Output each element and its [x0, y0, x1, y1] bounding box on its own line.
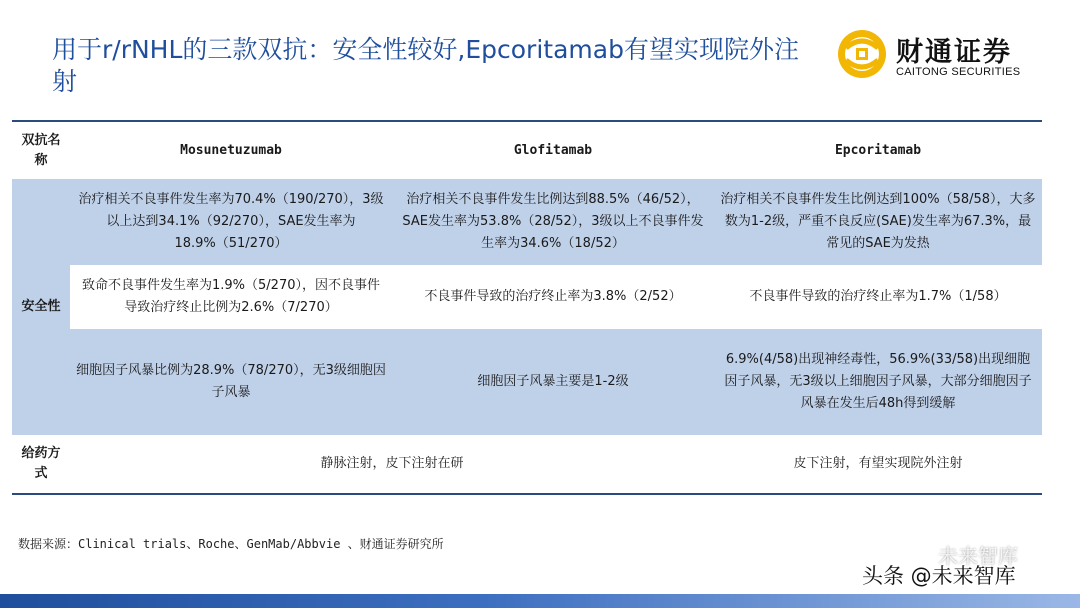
- header-mosunetuzumab: Mosunetuzumab: [180, 143, 282, 158]
- watermark-bottom: 头条 @未来智库: [862, 564, 1016, 588]
- logo-name-cn: 财通证券: [896, 37, 1012, 68]
- safety-r3-glofitamab: 细胞因子风暴主要是1-2级: [392, 329, 714, 435]
- table-top-rule: [12, 120, 1042, 122]
- header-epcoritamab: Epcoritamab: [834, 143, 922, 158]
- logo-name-en: CAITONG SECURITIES: [896, 66, 1021, 78]
- header-glofitamab: Glofitamab: [513, 143, 593, 158]
- safety-r1-epcoritamab: 治疗相关不良事件发生比例达到100%（58/58），大多数为1-2级，严重不良反应(SAE)发生率为67.3%，最常见的SAE为发热: [714, 179, 1042, 265]
- page-title: 用于r/rNHL的三款双抗：安全性较好,Epcoritamab有望实现院外注射: [52, 35, 799, 96]
- safety-label: 安全性: [12, 179, 70, 435]
- admin-mosun-glofit: 静脉注射，皮下注射在研: [320, 456, 464, 471]
- safety-r2-mosunetuzumab: 致命不良事件发生率为1.9%（5/270），因不良事件导致治疗终止比例为2.6%（7/270）: [82, 278, 380, 315]
- footer-bar: [0, 594, 1080, 608]
- safety-r1-mosunetuzumab: 治疗相关不良事件发生率为70.4%（190/270），3级以上达到34.1%（92/270），SAE发生率为18.9%（51/270）: [70, 179, 392, 265]
- safety-r2-glofitamab: 不良事件导致的治疗终止率为3.8%（2/52）: [424, 289, 682, 304]
- watermark-top: 未来智库: [938, 544, 1018, 568]
- coin-logo-icon: [836, 28, 888, 80]
- safety-r1-glofitamab: 治疗相关不良事件发生比例达到88.5%（46/52），SAE发生率为53.8%（28/52），3级以上不良事件发生率为34.6%（18/52）: [392, 179, 714, 265]
- safety-r3-mosunetuzumab: 细胞因子风暴比例为28.9%（78/270），无3级细胞因子风暴: [70, 329, 392, 435]
- header-label: 双抗名称: [21, 133, 61, 168]
- admin-epcoritamab: 皮下注射，有望实现院外注射: [793, 456, 963, 471]
- data-source-note: 数据来源：Clinical trials、Roche、GenMab/Abbvie 、财通证券研究所: [18, 537, 444, 551]
- safety-r2-epcoritamab: 不良事件导致的治疗终止率为1.7%（1/58）: [749, 289, 1007, 304]
- safety-r3-epcoritamab: 6.9%(4/58)出现神经毒性，56.9%(33/58)出现细胞因子风暴，无3级以上细胞因子风暴，大部分细胞因子风暴在发生后48h得到缓解: [714, 329, 1042, 435]
- table-bottom-rule: [12, 493, 1042, 495]
- company-logo: [836, 28, 1046, 86]
- admin-label: 给药方式: [21, 446, 61, 481]
